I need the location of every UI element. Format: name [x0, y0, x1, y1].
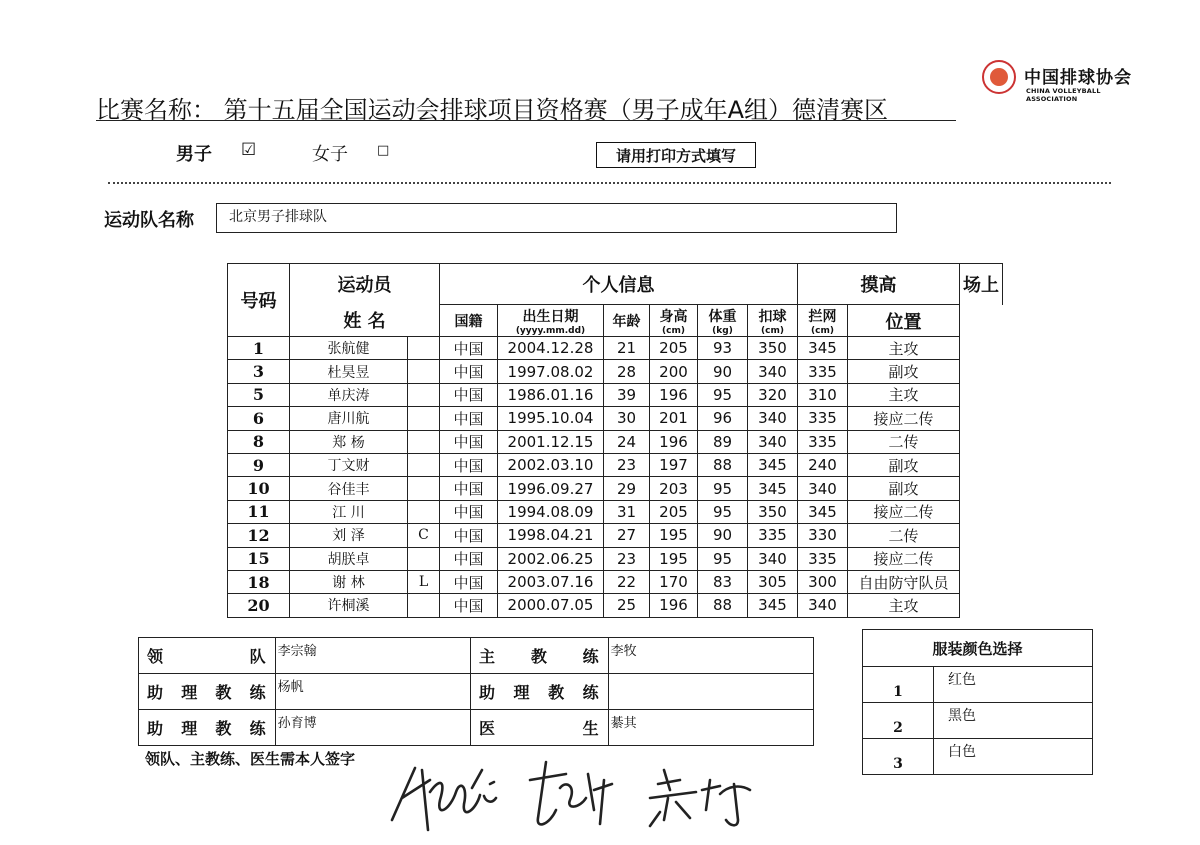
roster-age[interactable]: 31	[604, 500, 650, 523]
roster-height[interactable]: 170	[650, 570, 698, 593]
roster-name[interactable]: 谷佳丰	[290, 477, 408, 500]
asst-coach-2-field[interactable]	[608, 674, 813, 710]
roster-role[interactable]	[408, 500, 440, 523]
roster-height[interactable]: 195	[650, 524, 698, 547]
roster-age[interactable]: 28	[604, 360, 650, 383]
col-height	[650, 305, 698, 337]
roster-block-reach[interactable]: 310	[798, 383, 848, 406]
col-spike-label: 扣球	[758, 308, 787, 325]
col-birth-date-label: 出生日期	[522, 308, 579, 325]
roster-height[interactable]: 196	[650, 383, 698, 406]
roster-height[interactable]: 195	[650, 547, 698, 570]
roster-row	[228, 383, 1003, 406]
roster-weight[interactable]: 95	[698, 383, 748, 406]
roster-nationality[interactable]: 中国	[440, 477, 498, 500]
col-nationality: 国籍	[440, 305, 498, 337]
uniform-option-color: 白色	[934, 739, 1093, 775]
roster-position[interactable]: 自由防守队员	[848, 570, 960, 593]
roster-spike-reach[interactable]: 340	[748, 360, 798, 383]
roster-name[interactable]: 江 川	[290, 500, 408, 523]
roster-position[interactable]: 二传	[848, 524, 960, 547]
col-athlete	[290, 264, 440, 305]
roster-number[interactable]: 15	[228, 547, 290, 570]
roster-nationality[interactable]: 中国	[440, 594, 498, 617]
roster-role[interactable]	[408, 407, 440, 430]
col-age: 年龄	[604, 305, 650, 337]
roster-role[interactable]	[408, 360, 440, 383]
roster-spike-reach[interactable]: 340	[748, 407, 798, 430]
roster-number[interactable]: 1	[228, 337, 290, 360]
roster-body	[228, 337, 1003, 618]
roster-weight[interactable]: 88	[698, 453, 748, 476]
roster-block-reach[interactable]: 345	[798, 337, 848, 360]
cva-logo	[982, 60, 1132, 103]
roster-number[interactable]: 11	[228, 500, 290, 523]
roster-birth-date[interactable]: 1996.09.27	[498, 477, 604, 500]
col-birth-date-unit: (yyyy.mm.dd)	[515, 325, 586, 336]
roster-nationality[interactable]: 中国	[440, 360, 498, 383]
col-position-line1: 场上	[963, 275, 999, 297]
roster-spike-reach[interactable]: 340	[748, 547, 798, 570]
roster-block-reach[interactable]: 335	[798, 547, 848, 570]
col-weight	[698, 305, 748, 337]
roster-height[interactable]: 196	[650, 594, 698, 617]
roster-weight[interactable]: 93	[698, 337, 748, 360]
roster-height[interactable]: 196	[650, 430, 698, 453]
roster-birth-date[interactable]: 2000.07.05	[498, 594, 604, 617]
roster-height[interactable]: 205	[650, 337, 698, 360]
roster-position[interactable]: 副攻	[848, 453, 960, 476]
col-number: 号码	[228, 264, 290, 337]
roster-height[interactable]: 201	[650, 407, 698, 430]
leader-label: 领队	[139, 638, 276, 674]
roster-block-reach[interactable]: 340	[798, 594, 848, 617]
roster-name[interactable]: 胡朕卓	[290, 547, 408, 570]
roster-role[interactable]	[408, 337, 440, 360]
roster-height[interactable]: 205	[650, 500, 698, 523]
roster-nationality[interactable]: 中国	[440, 453, 498, 476]
uniform-option-color: 黑色	[934, 703, 1093, 739]
roster-row	[228, 477, 1003, 500]
roster-row	[228, 524, 1003, 547]
roster-age[interactable]: 23	[604, 453, 650, 476]
col-personal-info: 个人信息	[440, 264, 798, 305]
roster-weight[interactable]: 90	[698, 360, 748, 383]
col-position	[960, 264, 1003, 305]
roster-weight[interactable]: 96	[698, 407, 748, 430]
roster-age[interactable]: 39	[604, 383, 650, 406]
print-instruction: 请用打印方式填写	[596, 142, 756, 168]
female-label: 女子	[312, 144, 348, 165]
roster-number[interactable]: 8	[228, 430, 290, 453]
doctor-label: 医生	[471, 710, 609, 746]
roster-nationality[interactable]: 中国	[440, 407, 498, 430]
roster-height[interactable]: 200	[650, 360, 698, 383]
roster-spike-reach[interactable]: 345	[748, 594, 798, 617]
roster-nationality[interactable]: 中国	[440, 547, 498, 570]
roster-position[interactable]: 副攻	[848, 477, 960, 500]
roster-name[interactable]: 刘 泽	[290, 524, 408, 547]
roster-birth-date[interactable]: 1995.10.04	[498, 407, 604, 430]
roster-block-reach[interactable]: 300	[798, 570, 848, 593]
roster-spike-reach[interactable]: 345	[748, 453, 798, 476]
roster-spike-reach[interactable]: 320	[748, 383, 798, 406]
roster-birth-date[interactable]: 1998.04.21	[498, 524, 604, 547]
roster-height[interactable]: 197	[650, 453, 698, 476]
roster-row	[228, 547, 1003, 570]
roster-name[interactable]: 许桐溪	[290, 594, 408, 617]
roster-row	[228, 337, 1003, 360]
col-spike	[748, 305, 798, 337]
roster-age[interactable]: 25	[604, 594, 650, 617]
female-checkbox[interactable]: □	[377, 143, 390, 158]
roster-birth-date[interactable]: 1994.08.09	[498, 500, 604, 523]
uniform-color-row[interactable]	[863, 739, 1093, 775]
roster-row	[228, 570, 1003, 593]
col-block-label: 拦网	[808, 308, 837, 325]
roster-number[interactable]: 3	[228, 360, 290, 383]
roster-birth-date[interactable]: 2002.06.25	[498, 547, 604, 570]
roster-height[interactable]: 203	[650, 477, 698, 500]
doctor-field[interactable]: 綦其	[608, 710, 813, 746]
male-label: 男子	[176, 144, 212, 165]
roster-row	[228, 453, 1003, 476]
volleyball-icon	[982, 60, 1016, 94]
roster-spike-reach[interactable]: 350	[748, 500, 798, 523]
roster-role[interactable]	[408, 383, 440, 406]
roster-birth-date[interactable]: 2001.12.15	[498, 430, 604, 453]
roster-row	[228, 594, 1003, 617]
asst-coach-1-field[interactable]: 杨帆	[275, 674, 470, 710]
roster-block-reach[interactable]: 335	[798, 407, 848, 430]
roster-block-reach[interactable]: 240	[798, 453, 848, 476]
team-name-field[interactable]: 北京男子排球队	[216, 203, 897, 233]
signature-area	[380, 740, 780, 840]
signature-note: 领队、主教练、医生需本人签字	[145, 750, 356, 768]
uniform-color-row[interactable]	[863, 667, 1093, 703]
roster-position[interactable]: 主攻	[848, 337, 960, 360]
roster-block-reach[interactable]: 345	[798, 500, 848, 523]
roster-role[interactable]	[408, 477, 440, 500]
roster-number[interactable]: 6	[228, 407, 290, 430]
roster-nationality[interactable]: 中国	[440, 430, 498, 453]
roster-age[interactable]: 23	[604, 547, 650, 570]
roster-weight[interactable]: 95	[698, 547, 748, 570]
roster-role[interactable]	[408, 453, 440, 476]
roster-number[interactable]: 12	[228, 524, 290, 547]
competition-title: 比赛名称： 第十五届全国运动会排球项目资格赛（男子成年A组）德清赛区	[96, 96, 889, 124]
roster-name[interactable]: 张航健	[290, 337, 408, 360]
roster-birth-date[interactable]: 1997.08.02	[498, 360, 604, 383]
col-spike-unit: (cm)	[761, 325, 784, 336]
roster-row	[228, 430, 1003, 453]
head-coach-field[interactable]: 李牧	[608, 638, 813, 674]
roster-row	[228, 360, 1003, 383]
roster-name[interactable]: 杜昊昱	[290, 360, 408, 383]
roster-weight[interactable]: 95	[698, 477, 748, 500]
dotted-divider	[108, 182, 1111, 184]
col-block-unit: (cm)	[811, 325, 834, 336]
col-height-label: 身高	[659, 308, 688, 325]
logo-en-text: CHINA VOLLEYBALL ASSOCIATION	[1026, 87, 1101, 103]
col-birth-date	[498, 305, 604, 337]
staff-table	[138, 637, 814, 746]
roster-spike-reach[interactable]: 340	[748, 430, 798, 453]
roster-position[interactable]: 接应二传	[848, 407, 960, 430]
roster-position[interactable]: 二传	[848, 430, 960, 453]
roster-birth-date[interactable]: 2002.03.10	[498, 453, 604, 476]
roster-birth-date[interactable]: 1986.01.16	[498, 383, 604, 406]
uniform-color-row[interactable]	[863, 703, 1093, 739]
roster-spike-reach[interactable]: 345	[748, 477, 798, 500]
head-coach-label: 主教练	[471, 638, 609, 674]
roster-block-reach[interactable]: 335	[798, 430, 848, 453]
roster-number[interactable]: 9	[228, 453, 290, 476]
roster-name[interactable]: 丁文财	[290, 453, 408, 476]
title-underline	[96, 120, 956, 121]
col-athlete-name: 姓 名	[290, 305, 440, 337]
roster-block-reach[interactable]: 340	[798, 477, 848, 500]
roster-nationality[interactable]: 中国	[440, 383, 498, 406]
roster-number[interactable]: 20	[228, 594, 290, 617]
roster-block-reach[interactable]: 335	[798, 360, 848, 383]
roster-number[interactable]: 5	[228, 383, 290, 406]
roster-role[interactable]	[408, 430, 440, 453]
col-athlete-line1: 运动员	[337, 275, 392, 297]
col-block	[798, 305, 848, 337]
col-position-line2: 位置	[848, 305, 960, 337]
roster-weight[interactable]: 89	[698, 430, 748, 453]
signature-head-coach	[530, 762, 612, 824]
roster-birth-date[interactable]: 2003.07.16	[498, 570, 604, 593]
uniform-color-table	[862, 629, 1093, 775]
roster-row	[228, 407, 1003, 430]
roster-age[interactable]: 21	[604, 337, 650, 360]
roster-nationality[interactable]: 中国	[440, 500, 498, 523]
roster-age[interactable]: 30	[604, 407, 650, 430]
roster-weight[interactable]: 90	[698, 524, 748, 547]
roster-table	[227, 263, 1003, 618]
signature-leader	[392, 768, 496, 830]
roster-number[interactable]: 10	[228, 477, 290, 500]
uniform-option-number: 1	[863, 667, 934, 703]
asst-coach-3-field[interactable]: 孙育博	[275, 710, 470, 746]
roster-position[interactable]: 接应二传	[848, 500, 960, 523]
roster-name[interactable]: 单庆涛	[290, 383, 408, 406]
roster-position[interactable]: 接应二传	[848, 547, 960, 570]
roster-position[interactable]: 主攻	[848, 383, 960, 406]
roster-role[interactable]	[408, 547, 440, 570]
roster-birth-date[interactable]: 2004.12.28	[498, 337, 604, 360]
roster-spike-reach[interactable]: 335	[748, 524, 798, 547]
roster-weight[interactable]: 83	[698, 570, 748, 593]
roster-role[interactable]	[408, 594, 440, 617]
roster-role[interactable]: L	[408, 570, 440, 593]
team-name-label: 运动队名称	[104, 210, 194, 231]
uniform-color-body	[863, 667, 1093, 775]
roster-age[interactable]: 22	[604, 570, 650, 593]
col-height-unit: (cm)	[662, 325, 685, 336]
roster-nationality[interactable]: 中国	[440, 337, 498, 360]
roster-position[interactable]: 主攻	[848, 594, 960, 617]
asst-coach-2-label: 助理教练	[471, 674, 609, 710]
roster-age[interactable]: 29	[604, 477, 650, 500]
roster-age[interactable]: 24	[604, 430, 650, 453]
roster-role[interactable]: C	[408, 524, 440, 547]
col-weight-label: 体重	[708, 308, 737, 325]
roster-spike-reach[interactable]: 350	[748, 337, 798, 360]
uniform-option-color: 红色	[934, 667, 1093, 703]
roster-name[interactable]: 郑 杨	[290, 430, 408, 453]
roster-nationality[interactable]: 中国	[440, 524, 498, 547]
asst-coach-1-label: 助理教练	[139, 674, 276, 710]
uniform-option-number: 3	[863, 739, 934, 775]
male-checkbox[interactable]: ☑	[241, 140, 257, 160]
roster-row	[228, 500, 1003, 523]
uniform-color-header: 服装颜色选择	[863, 630, 1093, 667]
roster-spike-reach[interactable]: 305	[748, 570, 798, 593]
roster-name[interactable]: 唐川航	[290, 407, 408, 430]
signature-doctor	[650, 770, 750, 826]
roster-name[interactable]: 谢 林	[290, 570, 408, 593]
logo-cn-text: 中国排球协会	[1024, 68, 1132, 88]
roster-weight[interactable]: 88	[698, 594, 748, 617]
leader-field[interactable]: 李宗翰	[275, 638, 470, 674]
roster-age[interactable]: 27	[604, 524, 650, 547]
roster-weight[interactable]: 95	[698, 500, 748, 523]
asst-coach-3-label: 助理教练	[139, 710, 276, 746]
col-reach: 摸高	[798, 264, 960, 305]
uniform-option-number: 2	[863, 703, 934, 739]
roster-number[interactable]: 18	[228, 570, 290, 593]
roster-position[interactable]: 副攻	[848, 360, 960, 383]
roster-nationality[interactable]: 中国	[440, 570, 498, 593]
roster-block-reach[interactable]: 330	[798, 524, 848, 547]
col-weight-unit: (kg)	[712, 325, 733, 336]
